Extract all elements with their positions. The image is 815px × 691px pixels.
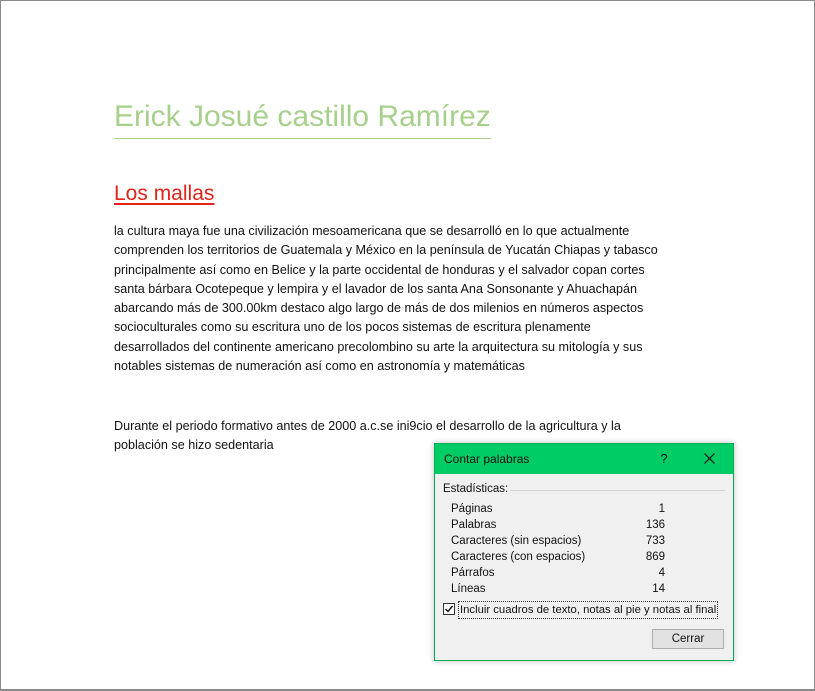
paragraph-line: la cultura maya fue una civilización mesoamericana que se desarrolló en lo que actualmente — [114, 224, 630, 238]
stat-label: Párrafos — [451, 567, 495, 579]
stat-label: Caracteres (sin espacios) — [451, 535, 582, 547]
close-icon — [704, 453, 715, 464]
paragraph-line: abarcando más de 300.00km destaco algo largo de más de dos milenios en números aspectos — [114, 301, 644, 316]
stat-value: 136 — [645, 519, 665, 531]
include-textboxes-checkbox[interactable] — [443, 603, 455, 615]
checkmark-icon — [444, 604, 454, 614]
paragraph-line: comprenden los territorios de Guatemala y México en la península de Yucatán Chiapas y tabasco — [114, 243, 658, 258]
paragraph-line: desarrollados del continente americano precolombino su arte la arquitectura su mitología y sus — [114, 339, 643, 354]
paragraph-line: notables sistemas de numeración así como en astronomía y matemáticas — [114, 359, 525, 374]
stat-row-words — [451, 517, 665, 533]
stat-value: 733 — [645, 535, 665, 547]
cerrar-button[interactable]: Cerrar — [652, 629, 724, 649]
document-title: Erick Josué castillo Ramírez — [114, 97, 491, 139]
stat-row-lines — [451, 581, 665, 597]
stat-row-paragraphs — [451, 565, 665, 581]
stat-label: Páginas — [451, 503, 493, 515]
help-button[interactable]: ? — [660, 451, 668, 466]
stat-value: 1 — [658, 503, 665, 515]
close-button[interactable] — [697, 448, 721, 470]
paragraph-1 — [114, 222, 714, 376]
stat-value: 14 — [652, 583, 665, 595]
paragraph-line: socioculturales como su escritura uno de los pocos sistemas de escritura plenamente — [114, 320, 591, 335]
statistics-list — [451, 501, 665, 597]
stat-row-pages — [451, 501, 665, 517]
statistics-divider — [510, 490, 725, 491]
stat-label: Líneas — [451, 583, 486, 595]
word-count-dialog — [434, 443, 734, 661]
section-heading: Los mallas — [114, 182, 215, 205]
stat-row-chars-with-spaces — [451, 549, 665, 565]
stat-row-chars-no-spaces — [451, 533, 665, 549]
statistics-label: Estadísticas: — [443, 483, 509, 495]
paragraph-line: población se hizo sedentaria — [114, 438, 274, 453]
dialog-titlebar[interactable] — [435, 444, 733, 474]
stat-label: Palabras — [451, 519, 497, 531]
stat-label: Caracteres (con espacios) — [451, 551, 586, 563]
stat-value: 869 — [645, 551, 665, 563]
paragraph-line: santa bárbara Ocotepeque y lempira y el lavador de los santa Ana Sonsonante y Ahuachapán — [114, 281, 637, 296]
include-textboxes-option[interactable] — [441, 601, 727, 619]
dialog-title: Contar palabras — [444, 452, 530, 466]
paragraph-line: Durante el periodo formativo antes de 2000 a.c.se ini9cio el desarrollo de la agricultura y la — [114, 419, 621, 433]
stat-value: 4 — [658, 567, 665, 579]
paragraph-line: principalmente así como en Belice y la parte occidental de honduras y el salvador copan cortes — [114, 262, 645, 277]
include-textboxes-label[interactable]: Incluir cuadros de texto, notas al pie y notas al final — [458, 601, 718, 619]
